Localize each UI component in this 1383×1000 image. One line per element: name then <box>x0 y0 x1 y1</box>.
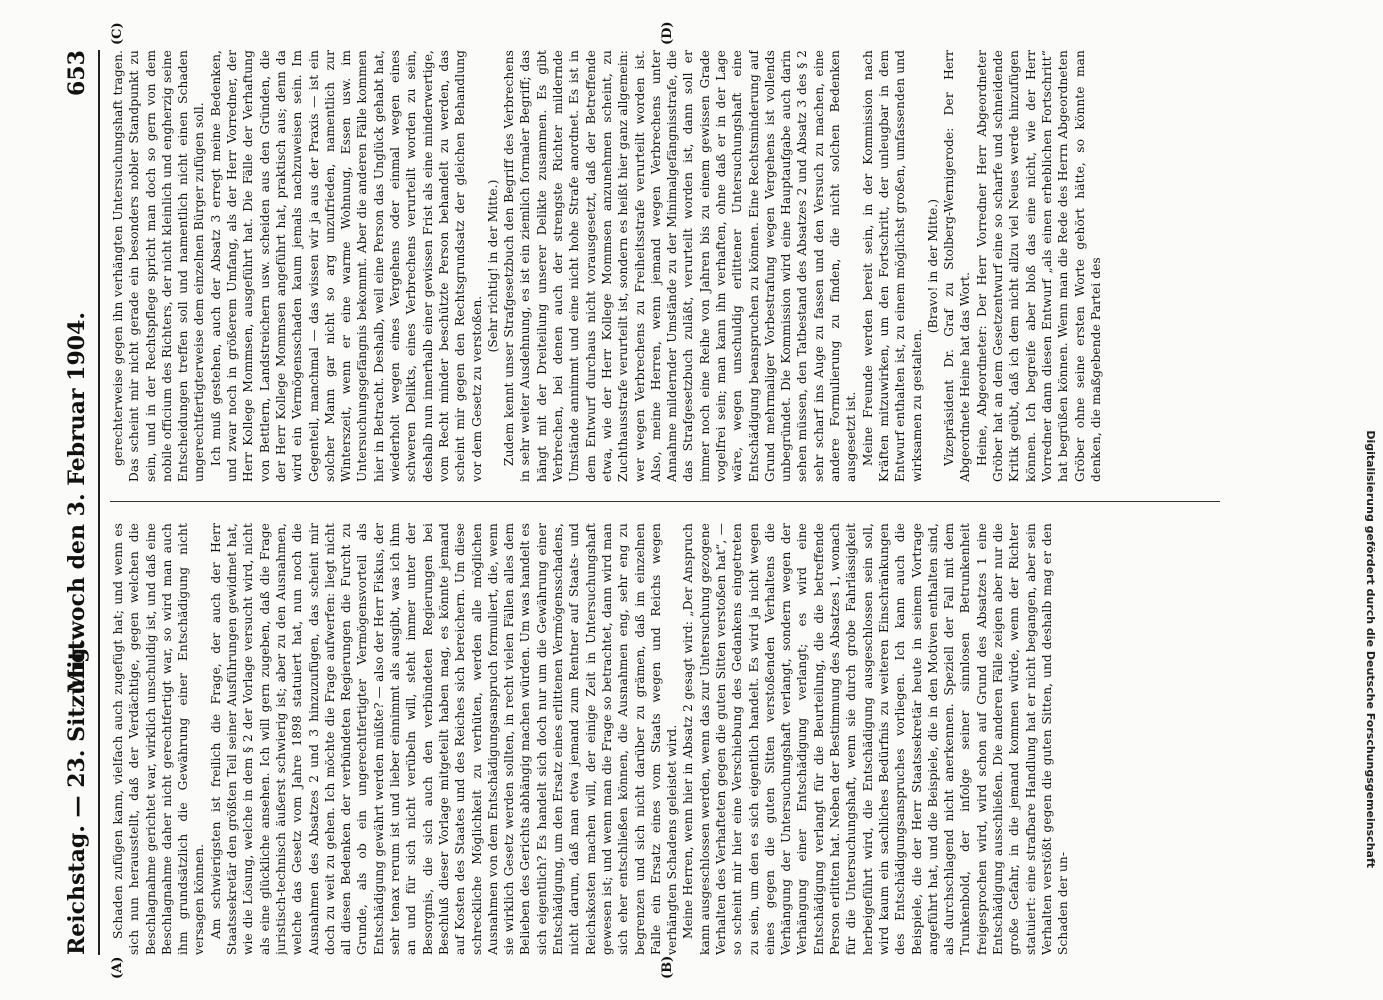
margin-marker-b: (B) <box>660 955 675 979</box>
paragraph: Ich muß gestehen, auch der Absatz 3 erregt meine Bedenken, und zwar noch in größerem Umfang, als der Herr Vorredner, der Herr Kollege Mommsen, ausgeführt hat. Die Fälle der Verhaftung von Bettlern, Landstreichern usw. scheiden aus den Gründen, die der Herr Kollege Mommsen angeführt hat, praktisch aus; denn da wird ein Vermögensschaden kaum jemals nachzuweisen sein. Im Gegenteil, manchmal — das wissen wir ja aus der Praxis — ist ein solcher Mann gar nicht so arg unzufrieden, namentlich zur Winterszeit, wenn er eine warme Wohnung, Essen usw. im Untersuchungsgefängnis bekommt. Aber die anderen Fälle kommen hier in Betracht. Deshalb, weil eine Person das Unglück gehabt hat, wiederholt wegen eines Vergehens oder einmal wegen eines schweren Delikts, eines Verbrechens verurteilt worden zu sein, deshalb nun innerhalb einer gewissen Frist als eine minderwertige, vom Recht minder beschützte Person behandelt zu werden, das scheint mir gegen den Rechtsgrundsatz der gleichen Behandlung vor dem Gesetz zu verstoßen. <box>208 50 484 482</box>
interjection: (Sehr richtig! in der Mitte.) <box>485 179 500 353</box>
paragraph: Am schwierigsten ist freilich die Frage, der auch der Herr Staatssekretär den größten Teil seiner Ausführungen gewidmet hat, wie die Lösung, welche in dem § 2 der Vorlage versucht wird, nicht als eine glückliche ansehen. Ich will gern zugeben, daß die Frage juristisch-technisch äußerst schwierig ist; aber zu den Ausnahmen, welche das Gesetz vom Jahre 1898 statuiert hat, nun noch die Ausnahmen des Absatzes 2 und 3 hinzuzufügen, das scheint mir doch zu weit zu gehen. Ich möchte die Frage aufwerfen: liegt nicht all diesen Bedenken der verbündeten Regierungen die Furcht zu Grunde, als ob ein ungerechtfertigter Vermögensvorteil als Entschädigung gewährt werden müßte? — also der Herr Fiskus, der sehr tenax rerum ist und lieber einnimmt als ausgibt, was ich ihm an und für sich nicht verübeln will, steht immer unter der Besorgnis, die sich auch den verbündeten Regierungen bei Beschluß dieser Vorlage mitgeteilt haben mag, es könnte jemand auf Kosten des Staates und des Reiches sich bereichern. Um diese schreckliche Möglichkeit zu verhüten, werden alle möglichen Ausnahmen von dem Entschädigungsanspruch formuliert, die, wenn sie wirklich Gesetz werden sollten, in recht vielen Fällen alles dem Belieben des Gerichts abhängig machen würden. Um was handelt es sich eigentlich? Es handelt sich doch nur um die Gewährung einer Entschädigung, um den Ersatz eines erlittenen Vermögensschadens, nicht darum, daß man etwa jemand zum Rentner auf Staats- und Reichskosten machen will, der einige Zeit in Untersuchungshaft gewesen ist; und wenn man die Frage so betrachtet, dann wird man sich eher entschließen können, die Ausnahmen eng, sehr eng zu begrenzen und sich nicht darüber zu grämen, daß im einzelnen Falle ein Ersatz eines vom Staats wegen und Reichs wegen verhängten Schadens geleistet wird. <box>208 523 680 955</box>
page-header <box>58 50 100 955</box>
document-page <box>40 20 1350 985</box>
margin-marker-c: (C) <box>110 22 125 45</box>
stamp-text: Digitalisierung gefördert durch die Deutsche Forschungsgemeinschaft <box>1364 430 1377 868</box>
right-column <box>110 50 1220 482</box>
paragraph: Zudem kennt unser Strafgesetzbuch den Begriff des Verbrechens in sehr weiter Ausdehnung, es ist ein ziemlich formaler Begriff; das hängt mit der Dreiteilung unserer Delikte zusammen. Es gibt Verbrechen, bei denen auch der strengste Richter mildernde Umstände annimmt und eine nicht hohe Strafe anordnet. Es ist in dem Entwurf durchaus nicht vorausgesetzt, daß der Betreffende etwa, wie der Herr Kollege Mommsen anzunehmen scheint, zu Zuchthausstrafe verurteilt ist, sondern es heißt hier ganz allgemein: wer wegen Verbrechens zu Freiheitsstrafe verurteilt worden ist. Also, meine Herren, wenn jemand wegen Verbrechens unter Annahme mildernder Umstände zu der Minimalgefängnisstrafe, die das Strafgesetzbuch zuläßt, verurteilt worden ist, dann soll er immer noch eine Reihe von Jahren bis zu einem gewissen Grade vogelfrei sein; man kann ihn verhaften, ohne daß er in der Lage wäre, wegen unschuldig erlittener Untersuchungshaft eine Entschädigung beanspruchen zu können. Eine Rechtsminderung auf Grund mehrmaliger Vorbestrafung wegen Vergehens ist vollends unbegründet. Die Kommission wird eine Hauptaufgabe auch darin sehen müssen, den Tatbestand des Absatzes 2 und Absatz 3 des § 2 sehr scharf ins Auge zu fassen und den Versuch zu machen, eine andere Formulierung zu finden, die nicht solchen Bedenken ausgesetzt ist. <box>502 50 859 482</box>
speaker-paragraph: Heine, Abgeordneter: Der Herr Vorredner Herr Abgeordneter Gröber hat an dem Gesetzentwurf eine so scharfe und schneidende Kritik geübt, daß ich dem nicht allzu viel Neues werde hinzufügen können. Ich begreife aber bloß das eine nicht, wie der Herr Vorredner dann diesen Entwurf „als einen erheblichen Fortschritt“ hat begrüßen können. Wenn man die Rede des Herrn Abgeordneten Gröber ohne seine ersten Worte gehört hätte, so könnte man denken, die maßgebende Partei des <box>974 50 1103 482</box>
rotated-page-host <box>40 20 1350 985</box>
paragraph: Meine Freunde werden bereit sein, in der Kommission nach Kräften mitzuwirken, um den Fortschritt, der unleugbar in dem Entwurf enthalten ist, zu einem möglichst großen, umfassenden und wirksamen zu gestalten. <box>860 50 924 482</box>
page-number: 653 <box>64 50 90 96</box>
paragraph: gerechterweise gegen ihn verhängten Untersuchungshaft tragen. Das scheint mir nicht gerade ein besonders nobler Standpunkt zu sein, und in der Rechtspflege spricht man doch so gern von dem nobile officium des Richters, der nicht kleinlich und engherzig seine Entscheidungen treffen soll und namentlich nicht einen Schaden ungerechtfertigterweise dem einzelnen Bürger zufügen soll. <box>111 50 207 482</box>
left-column <box>110 523 1220 955</box>
column-divider <box>110 501 1220 502</box>
speaker-paragraph: Vizepräsident Dr. Graf zu Stolberg-Wernigerode: Der Herr Abgeordnete Heine hat das Wort. <box>942 50 973 482</box>
header-date: Mittwoch den 3. Februar 1904. <box>64 311 90 694</box>
margin-marker-a: (A) <box>110 956 125 979</box>
paragraph: Meine Herren, wenn hier in Absatz 2 gesagt wird: „Der Anspruch kann ausgeschlossen werden, wenn das zur Untersuchung gezogene Verhalten des Verhafteten gegen die guten Sitten verstoßen hat“, — so scheint mir hier eine Verschiebung des Gedankens eingetreten zu sein, um den es sich eigentlich handelt. Es wird ja nicht wegen eines gegen die guten Sitten verstoßenden Verhaltens die Verhängung der Untersuchungshaft verlangt, sondern wegen der Verhängung einer Entschädigung verlangt; es wird eine Entschädigung verlangt für die Beurteilung, die die betreffende Person erlitten hat. Neben der Bestimmung des Absatzes 1, wonach für die Untersuchungshaft, wenn sie durch grobe Fahrlässigkeit herbeigeführt wird, die Entschädigung ausgeschlossen sein soll, wird kaum ein sachliches Bedürfnis zu weiteren Einschränkungen des Entschädigungsanspruches vorliegen. Ich kann auch die Beispiele, die der Herr Staatssekretär heute in seinem Vortrage angeführt hat, und die Beispiele, die in den Motiven enthalten sind, als durchschlagend nicht anerkennen. Speziell der Fall mit dem Trunkenbold, der infolge seiner sinnlosen Betrunkenheit freigesprochen wird, wird schon auf Grund des Absatzes 1 eine Entschädigung ausschließen. Die anderen Fälle zeigen aber nur die große Gefahr, in die jemand kommen würde, wenn der Richter statuiert: eine strafbare Handlung hat er nicht begangen, aber sein Verhalten verstößt gegen die guten Sitten, und deshalb mag er den Schaden der un- <box>681 523 1071 955</box>
header-session: Reichstag. — 23. Sitzung. <box>64 639 90 955</box>
paragraph: Schaden zufügen kann, vielfach auch zugefügt hat; und wenn es sich nun herausstellt, daß der Verdächtige, gegen welchen die Beschlagnahme gerichtet war, wirklich unschuldig ist, und daß eine Beschlagnahme daher nicht gerechtfertigt war, so wird man auch ihm grundsätzlich die Gewährung einer Entschädigung nicht versagen können. <box>111 523 207 955</box>
margin-marker-d: (D) <box>660 21 675 45</box>
interjection: (Bravo! in der Mitte.) <box>925 198 940 334</box>
digitization-stamp <box>1359 8 1381 868</box>
